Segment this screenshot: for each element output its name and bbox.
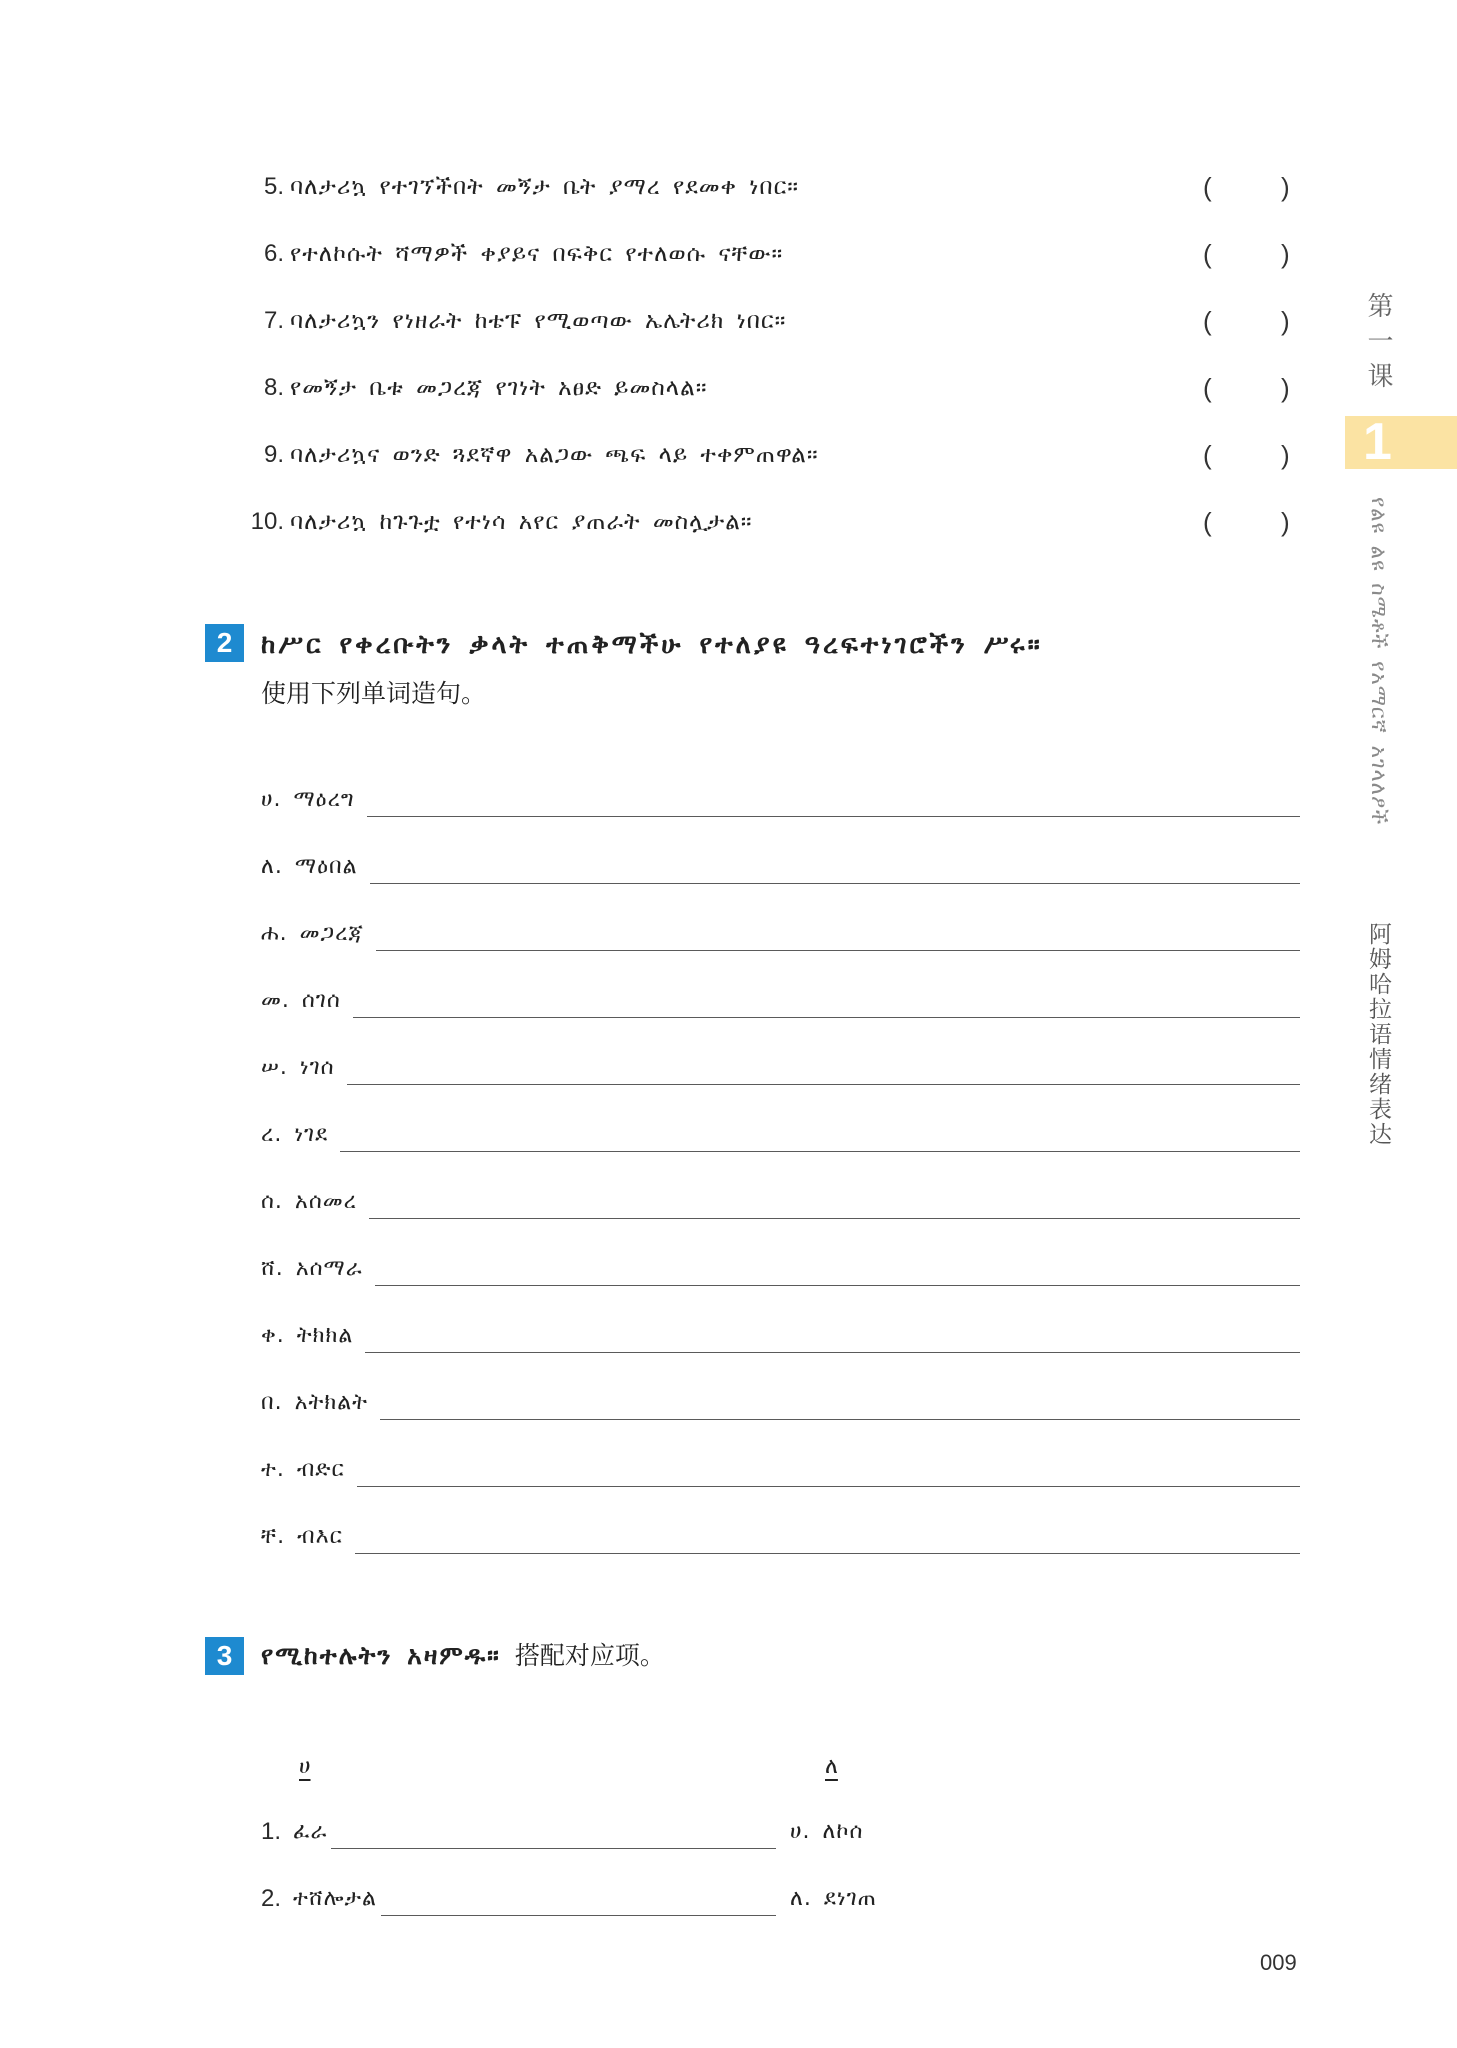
match-item-right [790,1882,877,1916]
word-row [261,1520,1300,1587]
vocabulary-word: መጋረጃ [299,921,364,946]
answer-paren-open: ( [1203,306,1212,336]
statement-text: ባለታሪኳና ወንድ ጓደኛዋ አልጋው ጫፍ ላይ ተቀምጠዋል። [290,442,819,468]
exercise-2-instruction: ከሥር የቀረቡትን ቃላት ተጠቅማችሁ የተለያዩ ዓረፍተነገሮችን ሥሩ። [261,630,1043,660]
answer-paren-close: ) [1281,440,1290,470]
word-row [261,917,1300,984]
column-b-header: ለ [825,1754,838,1779]
answer-blank-line [347,1051,1300,1085]
answer-blank-line [376,917,1300,951]
unit-title-chinese: 阿姆哈拉语情绪表达 [1365,922,1391,1147]
match-item-number: 2. [261,1885,282,1912]
answer-blank-line [367,783,1300,817]
lesson-number-tab [1345,413,1457,471]
word-letter: ረ. [261,1122,283,1147]
vocabulary-word: ማዕረግ [293,787,355,812]
vocabulary-word: ብእር [297,1524,343,1549]
vocabulary-word: ማዕበል [294,854,358,879]
match-option-word: ደነገጠ [823,1886,877,1911]
word-letter: ሐ. [261,921,288,946]
match-item-left [261,1815,776,1849]
statement-text: የመኝታ ቤቱ መጋረጃ የገነት አፀድ ይመስላል። [290,375,708,401]
answer-paren-open: ( [1203,507,1212,537]
answer-blank-line [340,1118,1300,1152]
match-option-word: ለኮሰ [822,1819,864,1844]
statement-text: ባለታሪኳ የተገኘችበት መኝታ ቤት ያማረ የደመቀ ነበር። [290,174,800,200]
statement-number: 9. [263,441,284,468]
answer-blank-line [375,1252,1300,1286]
word-row [261,1319,1300,1386]
word-letter: ቸ. [261,1524,286,1549]
exercise-3-instruction [261,1639,665,1676]
lesson-number: 1 [1363,413,1392,471]
answer-blank-line [355,1520,1300,1554]
word-letter: ሠ. [261,1055,288,1080]
match-item-word: ተሸሎታል [293,1886,377,1911]
word-letter: መ. [261,988,290,1013]
answer-paren-close: ) [1281,239,1290,269]
page-number: 009 [1260,1950,1297,1975]
true-false-list [0,170,1457,572]
word-letter: ሀ. [261,787,282,812]
answer-blank-line [380,1386,1300,1420]
answer-paren-close: ) [1281,507,1290,537]
vocabulary-word: ነገሰ [299,1055,335,1080]
statement-number: 6. [263,240,284,267]
vocabulary-word: ሰገሰ [301,988,341,1013]
column-a-header: ሀ [299,1754,311,1779]
exercise-2-instruction-chinese: 使用下列单词造句。 [261,679,487,708]
answer-blank-line [353,984,1300,1018]
word-row [261,1118,1300,1185]
word-row [261,1386,1300,1453]
vocabulary-word: አሰመረ [294,1189,357,1214]
answer-blank-line [381,1882,776,1916]
word-row [261,984,1300,1051]
statement-row [0,371,1457,438]
word-letter: ሸ. [261,1256,284,1281]
word-row [261,1185,1300,1252]
answer-paren-open: ( [1203,373,1212,403]
answer-blank-line [370,850,1300,884]
answer-blank-line [365,1319,1300,1353]
word-letter: በ. [261,1390,283,1415]
vocabulary-word: ነገደ [294,1122,329,1147]
match-option-letter: ሀ. [790,1819,811,1844]
match-item-number: 1. [261,1818,282,1845]
match-item-word: ፈራ [293,1819,328,1844]
word-letter: ለ. [261,854,283,879]
statement-text: ባለታሪኳን የነዘራት ከቴፑ የሚወጣው ኤሌትሪክ ነበር። [290,308,787,334]
word-letter: ቀ. [261,1323,285,1348]
word-row [261,1051,1300,1118]
answer-blank-line [357,1453,1300,1487]
answer-blank-line [369,1185,1300,1219]
vocabulary-word: ብድር [296,1457,345,1482]
unit-title-amharic: የልዩ ልዩ ስሜቶች የአማርኛ አገላለፆች [1367,497,1391,826]
answer-paren-close: ) [1281,172,1290,202]
statement-row [0,170,1457,237]
vocabulary-word: አትክልት [294,1390,369,1415]
statement-number: 5. [263,173,284,200]
lesson-label: 第一课 [1363,292,1393,397]
answer-paren-open: ( [1203,440,1212,470]
exercise-2-badge: 2 [205,624,244,662]
word-letter: ተ. [261,1457,285,1482]
vocabulary-word: ትክክል [296,1323,354,1348]
exercise-3-badge: 3 [205,1637,244,1675]
statement-text: ባለታሪኳ ከጉጉቷ የተነሳ አየር ያጠራት መስሏታል። [290,509,753,535]
exercise-3-instruction-amharic: የሚከተሉትን አዛምዱ። [261,1641,501,1670]
word-row [261,783,1300,850]
match-option-letter: ለ. [790,1886,812,1911]
answer-paren-open: ( [1203,239,1212,269]
word-row [261,850,1300,917]
statement-row [0,237,1457,304]
answer-paren-open: ( [1203,172,1212,202]
match-item-left [261,1882,776,1916]
answer-paren-close: ) [1281,306,1290,336]
statement-row [0,438,1457,505]
vocabulary-word: አሰማራ [295,1256,363,1281]
word-row [261,1252,1300,1319]
statement-number: 10. [250,508,284,535]
statement-row [0,505,1457,572]
statement-text: የተለኮሱት ሻማዎች ቀያይና በፍቅር የተለወሱ ናቸው። [290,241,784,267]
answer-paren-close: ) [1281,373,1290,403]
word-row [261,1453,1300,1520]
answer-blank-line [331,1815,776,1849]
statement-row [0,304,1457,371]
exercise-3-instruction-chinese: 搭配对应项。 [514,1641,665,1670]
match-item-right [790,1815,863,1849]
word-letter: ሰ. [261,1189,283,1214]
sentence-word-list [261,783,1300,1587]
statement-number: 7. [263,307,284,334]
statement-number: 8. [263,374,284,401]
